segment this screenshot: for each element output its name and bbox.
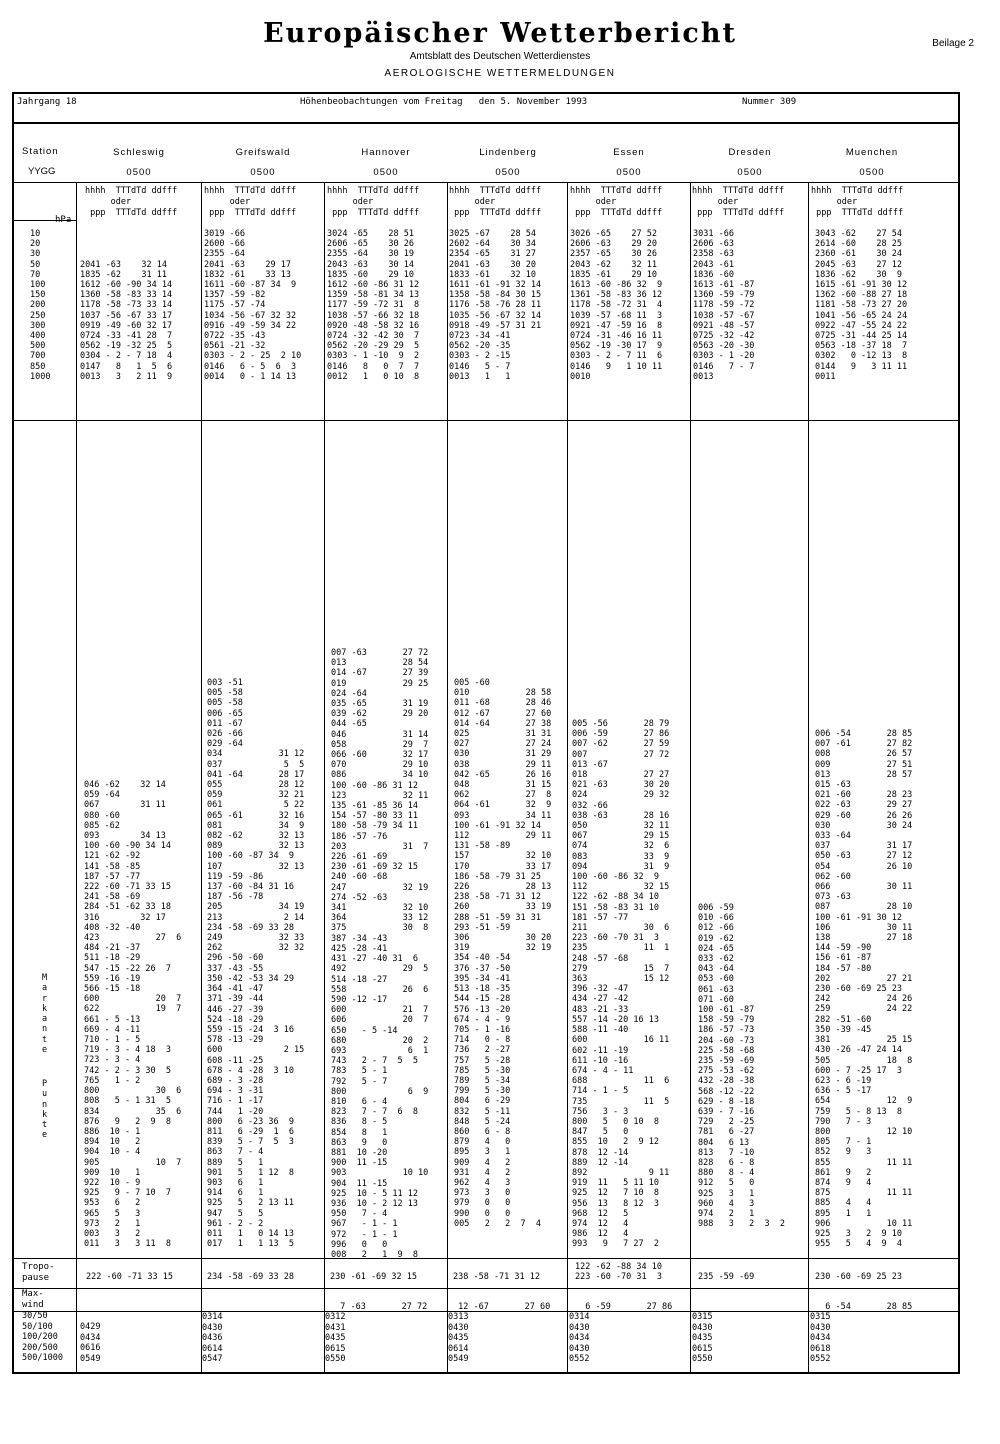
col-rule [324, 182, 325, 1374]
col-rule [201, 182, 202, 1374]
col-header-line2: oder [692, 197, 739, 207]
col-header-line3: ppp TTTdTd ddfff [85, 208, 178, 218]
standard-levels-data: 3024 -65 28 51 2606 -65 30 26 2355 -64 30 19 2043 -63 30 14 1835 -60 29 10 1612 -60 -86 31 12 1359 -58 -81 34 13 1177 -59 -72 31 8 1038 -57 -66 32 18 0920 -48 -58 32 16 0724 -32 -42 30 7 0562 -20 -29 29 5 0303 - 1 -10 9 2 0146 8 0 7 7 0012 1 0 10 8 [327, 229, 420, 382]
standard-levels-data: 2041 -63 32 14 1835 -62 31 11 1612 -60 -90 34 14 1360 -58 -83 33 14 1178 -58 -73 33 14 1037 -56 -67 33 17 0919 -49 -60 32 17 0724 -33 -41 28 7 0562 -19 -32 25 5 0304 - 2 - 7 18 4 0147 8 1 5 6 0013 3 2 11 9 [80, 259, 173, 382]
tropopause-data: 230 -61 -69 32 15 [330, 1272, 417, 1282]
col-header-line1: hhhh TTTdTd ddfff [449, 186, 542, 196]
significant-points-data: 046 -62 32 14 059 -64 067 31 11 080 -60 085 -62 093 34 13 100 -60 -90 34 14 121 -62 -92 141 -58 -85 187 -57 -77 222 -60 -71 33 15 241 -58 -69 284 -51 -62 33 18 316 32 17 408 -32 -40 423 27 6 484 -21 -37 511 -18 -29 547 -15 -22 26 7 559 -16 -19 566 -15 -18 600 20 7 622 19 7 661 - 5 -13 669 - 4 -11 710 - 1 - 5 719 - 3 - 4 18 3 723 - 3 - 4 742 - 2 - 3 30 5 765 1 - 2 800 30 6 808 5 - 1 31 5 834 35 6 876 9 2 9 8 886 10 - 1 894 10 2 904 10 - 4 905 10 7 909 10 1 922 10 - 9 925 9 - 7 10 7 953 6 2 965 5 3 973 2 1 003 3 2 011 3 3 11 8 [84, 780, 182, 1250]
wind-layers-data: 0315 0430 0434 0618 0552 [810, 1312, 831, 1364]
station-yygg: 0500 [859, 167, 885, 178]
significant-points-data: 003 -51 005 -58 005 -58 006 -65 011 -67 026 -66 029 -64 034 31 12 037 5 5 041 -64 28 17 055 28 12 059 32 21 061 5 22 065 -61 32 16 081 34 9 082 -62 32 13 089 32 13 100 -60 -87 34 9 107 32 13 119 -59 -86 137 -60 -84 31 16 187 -56 -78 205 34 19 213 2 14 234 -58 -69 33 28 249 32 33 262 32 32 296 -50 -60 337 -43 -55 350 -42 -53 34 29 364 -41 -47 371 -39 -44 446 -27 -39 524 -18 -29 559 -15 -24 3 16 578 -13 -29 600 2 15 608 -11 -25 678 - 4 -28 3 10 689 - 3 -28 694 - 3 -31 716 - 1 -17 744 1 -20 800 6 -23 36 9 811 6 -29 1 6 839 5 - 7 5 3 863 7 - 4 889 5 1 901 5 1 12 8 903 6 1 914 6 1 925 5 2 13 11 947 5 5 961 - 2 - 2 011 1 0 14 13 017 1 1 13 5 [207, 678, 305, 1250]
col-header-line3: ppp TTTdTd ddfff [204, 208, 297, 218]
report-title: Europäischer Wetterbericht [263, 18, 737, 49]
col-header-line1: hhhh TTTdTd ddfff [327, 186, 420, 196]
standard-levels-data: 3043 -62 27 54 2614 -60 28 25 2360 -61 30 24 2045 -63 27 12 1836 -62 30 9 1615 -61 -91 30 12 1362 -60 -88 27 18 1181 -58 -73 27 20 1041 -56 -65 24 24 0922 -47 -55 24 22 0725 -31 -44 25 14 0563 -18 -37 18 7 0302 0 -12 13 8 0144 9 3 11 11 0011 [815, 229, 908, 382]
station-name: Essen [613, 147, 645, 158]
wind-layers-data: 0313 0430 0435 0614 0549 [448, 1312, 469, 1364]
wind-layers-data: 0312 0431 0435 0615 0550 [325, 1312, 346, 1364]
punkte-label: P u n k t e [42, 1079, 48, 1141]
maxwind-data: 6 -59 27 86 [575, 1302, 673, 1312]
wind-layers-data: 0314 0430 0436 0614 0547 [202, 1312, 223, 1364]
wind-layers-data: 0315 0430 0435 0615 0550 [692, 1312, 713, 1364]
significant-points-data: 006 -54 28 85 007 -61 27 82 008 26 57 009 27 51 013 28 57 015 -63 021 -60 28 23 022 -63 29 27 029 -60 26 26 030 30 24 033 -64 037 31 17 050 -63 27 12 054 26 10 062 -60 066 30 11 073 -63 087 28 10 100 -61 -91 30 12 106 30 11 138 27 18 144 -59 -90 156 -61 -87 184 -57 -80 202 27 21 230 -60 -69 25 23 242 24 26 259 24 22 282 -51 -60 350 -39 -45 381 25 15 430 -26 -47 24 14 505 18 8 600 - 7 -25 17 3 623 - 6 -19 636 - 5 -17 654 12 9 759 5 - 8 13 8 790 7 - 3 800 12 10 805 7 - 1 852 9 3 855 11 11 861 9 2 874 9 4 875 11 11 885 4 4 895 1 1 906 10 11 925 3 2 9 10 955 5 4 9 4 [815, 729, 913, 1250]
standard-levels-data: 3019 -66 2600 -66 2355 -64 2041 -63 29 17 1832 -61 33 13 1611 -60 -87 34 9 1357 -59 -82 1175 -57 -74 1034 -56 -67 32 32 0916 -49 -59 34 22 0722 -35 -43 0561 -21 -32 0303 - 2 - 25 2 10 0146 6 - 5 6 3 0014 0 - 1 14 13 [204, 229, 302, 382]
tropopause-data: 235 -59 -69 [698, 1272, 755, 1282]
rule-tropopause [12, 1288, 960, 1289]
col-header-line3: ppp TTTdTd ddfff [811, 208, 904, 218]
col-header-line2: oder [570, 197, 617, 207]
station-yygg: 0500 [495, 167, 521, 178]
col-rule [690, 182, 691, 1374]
wind-layers-label: 30/50 50/100 100/200 200/500 500/1000 [22, 1311, 63, 1363]
report-number: Nummer 309 [742, 97, 797, 107]
station-yygg: 0500 [737, 167, 763, 178]
col-header-line2: oder [85, 197, 132, 207]
rule-sig-points [12, 1258, 960, 1259]
col-header-line2: oder [204, 197, 251, 207]
significant-points-data: 005 -56 28 79 006 -59 27 86 007 -62 27 59 007 27 72 013 -67 018 27 27 021 -63 30 20 024 29 32 032 -66 038 -63 28 16 050 32 11 067 29 15 074 32 6 083 33 9 094 31 9 100 -60 -86 32 9 112 32 15 122 -62 -88 34 10 151 -58 -83 31 10 181 -57 -77 211 30 6 223 -60 -70 31 3 235 11 1 248 -57 -68 279 15 7 363 15 12 396 -32 -47 434 -27 -42 483 -21 -33 557 -14 -20 16 13 588 -11 -40 600 16 11 602 -11 -19 611 -10 -16 674 - 4 - 11 688 11 6 714 - 1 - 5 735 11 5 756 3 - 3 800 5 0 10 8 847 5 0 855 10 2 9 12 878 12 -14 889 12 -14 892 9 11 919 11 5 11 10 925 12 7 10 8 956 13 8 12 3 968 12 5 974 12 4 986 12 4 993 9 7 27 2 [572, 719, 670, 1250]
markante-label: M a r k a n t e [42, 973, 48, 1056]
col-header-line2: oder [327, 197, 374, 207]
col-rule [808, 182, 809, 1374]
col-rule [447, 182, 448, 1374]
col-header-line3: ppp TTTdTd ddfff [449, 208, 542, 218]
col-header-line3: ppp TTTdTd ddfff [692, 208, 785, 218]
col-rule [76, 182, 77, 1374]
maxwind-label: Max- wind [22, 1289, 44, 1310]
tropopause-data: 122 -62 -88 34 10 223 -60 -70 31 3 [575, 1262, 662, 1283]
station-yygg: 0500 [616, 167, 642, 178]
tropopause-data: 222 -60 -71 33 15 [86, 1272, 173, 1282]
observation-date: Höhenbeobachtungen vom Freitag den 5. November 1993 [300, 97, 588, 107]
station-label: Station [22, 146, 59, 157]
maxwind-data: 6 -54 28 85 [815, 1302, 913, 1312]
station-name: Lindenberg [479, 147, 537, 158]
standard-levels-data: 3026 -65 27 52 2606 -63 29 20 2357 -65 30 26 2043 -62 32 11 1835 -61 29 10 1613 -60 -86 32 9 1361 -58 -83 36 12 1178 -58 -72 31 4 1039 -57 -68 11 3 0921 -47 -59 16 8 0724 -31 -46 16 11 0562 -19 -30 17 9 0303 - 2 - 7 11 6 0146 9 1 10 11 0010 [570, 229, 663, 382]
tropopause-data: 238 -58 -71 31 12 [453, 1272, 540, 1282]
col-header-line3: ppp TTTdTd ddfff [570, 208, 663, 218]
yygg-label: YYGG [28, 166, 56, 177]
station-name: Muenchen [845, 147, 899, 158]
hpa-label: hPa [55, 215, 72, 225]
maxwind-data: 7 -63 27 72 [330, 1302, 428, 1312]
station-yygg: 0500 [250, 167, 276, 178]
rule-stations [12, 182, 960, 183]
station-name: Greifswald [235, 147, 291, 158]
rule-header [12, 122, 960, 124]
col-header-line1: hhhh TTTdTd ddfff [692, 186, 785, 196]
supplement-label: Beilage 2 [932, 38, 974, 49]
section-heading: AEROLOGISCHE WETTERMELDUNGEN [384, 68, 616, 79]
significant-points-data: 006 -59 010 -66 012 -66 019 -62 024 -65 033 -62 043 -64 053 -60 061 -63 071 -60 100 -61 -87 158 -59 -79 186 -57 -73 204 -60 -73 225 -58 -68 235 -59 -69 275 -53 -62 432 -28 -38 568 -12 -22 629 - 8 -18 639 - 7 -16 729 2 -25 781 6 -27 804 6 13 813 7 -10 828 6 - 8 880 8 - 4 912 5 0 925 3 1 960 4 3 974 2 1 988 3 2 3 2 [698, 903, 785, 1230]
standard-levels-data: 3025 -67 28 54 2602 -64 30 34 2354 -65 31 27 2041 -63 30 20 1833 -61 32 10 1611 -61 -91 32 14 1358 -58 -84 30 15 1176 -58 -76 28 11 1035 -56 -67 32 14 0918 -49 -57 31 21 0723 -34 -41 0562 -20 -35 0303 - 2 -15 0146 5 - 7 0013 1 1 [449, 229, 542, 382]
col-rule [567, 182, 568, 1374]
station-name: Hannover [361, 147, 411, 158]
rule-standard-levels [12, 420, 960, 421]
tropopause-data: 234 -58 -69 33 28 [207, 1272, 294, 1282]
col-header-line2: oder [449, 197, 496, 207]
col-header-line1: hhhh TTTdTd ddfff [811, 186, 904, 196]
significant-points-data: 007 -63 27 72 013 28 54 014 -67 27 39 019 29 25 024 -64 035 -65 31 19 039 -62 29 20 044 -65 046 31 14 058 29 7 066 -60 32 17 070 29 10 086 34 10 100 -60 -86 31 12 123 32 11 135 -61 -85 36 14 154 -57 -80 33 11 180 -58 -79 34 11 186 -57 -76 203 31 7 226 -61 -69 230 -61 -69 32 15 240 -60 -68 247 32 19 274 -52 -63 341 32 10 364 33 12 375 30 8 387 -34 -43 425 -28 -41 431 -27 -40 31 6 492 29 5 514 -18 -27 558 26 6 590 -12 -17 600 21 7 606 20 7 650 - 5 -14 680 20 2 693 6 1 743 2 - 7 5 5 783 5 - 1 792 5 - 7 800 6 9 810 6 - 4 823 7 - 7 6 8 836 8 - 5 854 8 1 863 9 0 881 10 -20 900 11 -15 903 10 10 904 11 -15 925 10 - 5 11 12 936 10 - 2 12 13 950 7 - 4 967 - 1 - 1 972 - 1 - 1 996 0 0 008 2 1 9 8 [331, 648, 429, 1260]
report-subtitle: Amtsblatt des Deutschen Wetterdienstes [409, 51, 591, 62]
tropopause-label: Tropo- pause [22, 1262, 55, 1283]
maxwind-data: 12 -67 27 60 [453, 1302, 551, 1312]
wind-layers-data: 0429 0434 0616 0549 [80, 1322, 101, 1364]
significant-points-data: 005 -60 010 28 58 011 -68 28 46 012 -67 27 60 014 -64 27 38 025 31 31 027 27 24 030 31 29 038 29 11 042 -65 26 16 048 31 15 062 27 8 064 -61 32 9 093 34 11 100 -61 -91 32 14 112 29 11 131 -58 -89 157 32 10 170 33 17 186 -58 -79 31 25 226 28 13 238 -58 -71 31 12 260 33 19 288 -51 -59 31 31 293 -51 -59 306 30 20 319 32 19 354 -40 -54 376 -37 -50 395 -34 -41 513 -18 -35 544 -15 -28 576 -13 -20 674 - 4 - 9 705 - 1 -16 714 0 - 8 736 2 -27 757 5 -28 785 5 -30 789 5 -34 799 5 -30 804 6 -29 832 5 -11 848 5 -24 860 6 - 8 879 4 0 895 3 1 909 4 2 931 4 2 962 4 3 973 3 0 979 0 0 990 0 0 005 2 2 7 4 [454, 678, 552, 1229]
station-name: Dresden [728, 147, 772, 158]
tropopause-data: 230 -60 -69 25 23 [815, 1272, 902, 1282]
col-header-line2: oder [811, 197, 858, 207]
col-header-line1: hhhh TTTdTd ddfff [85, 186, 178, 196]
col-header-line1: hhhh TTTdTd ddfff [204, 186, 297, 196]
col-header-line1: hhhh TTTdTd ddfff [570, 186, 663, 196]
station-yygg: 0500 [373, 167, 399, 178]
wind-layers-data: 0314 0430 0434 0430 0552 [569, 1312, 590, 1364]
standard-levels-data: 3031 -66 2606 -63 2358 -63 2043 -61 1836 -60 1613 -61 -87 1360 -59 -79 1178 -59 -72 1038 -57 -67 0921 -48 -57 0725 -32 -42 0563 -20 -30 0303 - 1 -20 0146 7 - 7 0013 [693, 229, 755, 382]
year-label: Jahrgang 18 [17, 97, 77, 107]
station-name: Schleswig [113, 147, 165, 158]
station-yygg: 0500 [126, 167, 152, 178]
pressure-levels: 10 20 30 50 70 100 150 200 250 300 400 500 700 850 1000 [30, 229, 51, 382]
col-header-line3: ppp TTTdTd ddfff [327, 208, 420, 218]
